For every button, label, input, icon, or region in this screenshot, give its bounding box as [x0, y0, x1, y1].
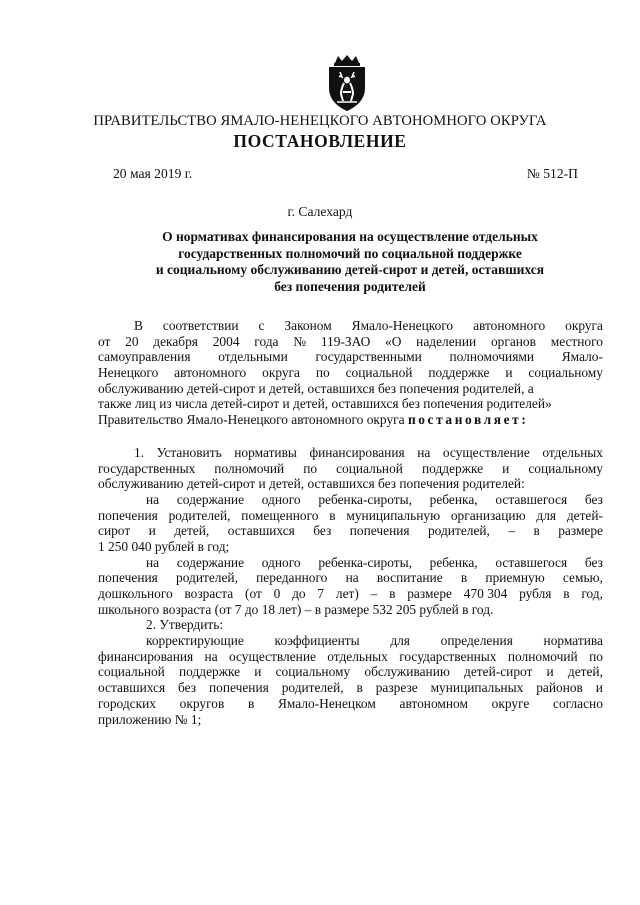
word: воспитание	[376, 570, 443, 586]
word: поддержке	[428, 365, 490, 381]
word: детей,	[567, 664, 603, 680]
word: корректирующие	[146, 633, 244, 649]
spacer	[98, 428, 603, 445]
word: дошкольного	[98, 586, 173, 601]
word: округа	[565, 318, 603, 333]
word: по	[589, 648, 603, 664]
word: в	[460, 570, 468, 586]
word: органов	[490, 333, 536, 349]
word: поддержке	[179, 664, 241, 680]
word: отдельными	[218, 349, 288, 365]
word: переданного	[256, 570, 328, 586]
word: родителей,	[168, 507, 231, 523]
title-line: О нормативах финансирования на осуществление отдельных	[162, 229, 538, 244]
word: «О	[385, 333, 402, 349]
word: в	[389, 586, 396, 601]
word: одного	[261, 554, 301, 570]
word: муниципальную	[346, 507, 441, 523]
word: ребенка,	[429, 491, 478, 507]
item2-line: приложению № 1;	[98, 711, 202, 727]
word: Ненецкого	[98, 365, 159, 381]
item1-line	[98, 586, 603, 602]
word: родителей,	[427, 523, 490, 539]
organization-name: ПРАВИТЕЛЬСТВО ЯМАЛО-НЕНЕЦКОГО АВТОНОМНОГО ОКРУГА	[93, 113, 547, 129]
word: (от	[245, 586, 262, 601]
government-text: Правительство Ямало-Ненецкого автономного округа	[98, 412, 405, 428]
word: 7	[317, 586, 325, 601]
document-number: № 512-П	[526, 166, 578, 181]
word: полномочий	[214, 460, 285, 476]
item2-line	[98, 680, 603, 696]
item1-line	[98, 555, 603, 571]
word: оставшегося	[495, 554, 568, 570]
preamble-line	[98, 412, 603, 428]
word: №	[293, 333, 307, 349]
word: без	[584, 491, 603, 507]
word: государственных	[399, 648, 497, 664]
word: и	[595, 680, 603, 696]
word: осуществление	[229, 648, 316, 664]
word: рубля	[519, 586, 552, 601]
word: содержание	[176, 491, 245, 507]
document-city: г. Салехард	[287, 204, 353, 219]
preamble-line	[98, 334, 603, 350]
item2-line	[98, 696, 603, 712]
word: полномочий	[507, 648, 578, 664]
word: и	[148, 523, 156, 539]
item2-line	[98, 633, 603, 649]
word: государственными	[315, 349, 422, 365]
document-date: 20 мая 2019 г.	[113, 166, 193, 181]
item2-line	[98, 664, 603, 680]
word: 2004	[212, 333, 240, 349]
word: финансирования	[98, 648, 194, 664]
word: попечения	[98, 570, 158, 586]
word: организацию	[450, 507, 526, 523]
word: родителей,	[281, 680, 344, 696]
item1-line: обслуживанию детей-сирот и детей, оставшихся без попечения родителей:	[98, 476, 525, 492]
word: приемную	[485, 570, 545, 586]
word: оставшихся	[98, 680, 166, 696]
word: помещенного	[241, 507, 319, 523]
word: для	[536, 507, 557, 523]
word: социальной	[336, 460, 403, 476]
word: содержание	[176, 554, 245, 570]
word: округа	[262, 365, 300, 381]
word: детей-	[566, 507, 603, 523]
word: попечения	[208, 680, 269, 696]
item1-line	[98, 492, 603, 508]
word: финансирования	[309, 444, 405, 460]
word: на	[204, 648, 218, 664]
word: лет)	[335, 586, 359, 601]
word: автономного	[174, 365, 247, 381]
word: родителей,	[176, 570, 238, 586]
word: размере	[558, 523, 603, 539]
title-line: и социальному обслуживанию детей-сирот и детей, оставшихся	[155, 262, 545, 277]
item1-line: школьного возраста (от 7 до 18 лет) – в размере 532 205 рублей в год.	[98, 601, 494, 617]
word: автономного	[473, 318, 546, 333]
word: и	[502, 460, 510, 476]
preamble-line: обслуживанию детей-сирот и детей, оставшихся без попечения родителей, а	[98, 380, 534, 396]
word: местного	[550, 333, 603, 349]
word: в	[329, 507, 336, 523]
word: сирот	[98, 523, 131, 539]
word: полномочиями	[449, 349, 534, 365]
word: 470 304	[463, 586, 508, 601]
item1-line	[98, 523, 603, 539]
word: ребенка-сироты,	[318, 554, 412, 570]
word: декабря	[153, 333, 198, 349]
word: Законом	[284, 318, 332, 333]
resolves-text: постановляет:	[407, 412, 529, 428]
word: на	[146, 554, 160, 570]
word: норматива	[543, 633, 603, 649]
word: в	[356, 680, 363, 696]
word: поддержке	[422, 460, 484, 476]
word: социальной	[345, 365, 413, 381]
title-line: без попечения родителей	[274, 278, 426, 294]
word: –	[370, 586, 378, 601]
document-type: ПОСТАНОВЛЕНИЕ	[233, 131, 407, 151]
word: год,	[581, 586, 603, 601]
word: одного	[261, 491, 301, 507]
word: детей,	[174, 523, 210, 539]
title-line: государственных полномочий по социальной поддержке	[178, 245, 522, 261]
word: социальной	[98, 664, 165, 680]
word: ребенка-сироты,	[318, 491, 412, 507]
word: городских	[98, 695, 156, 711]
preamble-line	[98, 318, 603, 334]
word: без	[313, 523, 332, 539]
word: социальному	[528, 365, 603, 381]
word: социальному	[528, 460, 603, 476]
word: коэффициенты	[274, 633, 360, 649]
item2-line: 2. Утвердить:	[146, 617, 224, 633]
word: на	[146, 491, 160, 507]
word: семью,	[562, 570, 603, 586]
word: Ямало-Ненецкого	[351, 318, 454, 333]
word: и	[546, 664, 554, 680]
word: разрезе	[375, 680, 418, 696]
item1-line	[98, 570, 603, 586]
word: государственных	[98, 460, 196, 476]
word: без	[178, 680, 197, 696]
word: –	[508, 523, 516, 539]
word: размере	[407, 586, 452, 601]
word: в	[247, 695, 255, 711]
word: года	[254, 333, 279, 349]
word: нормативы	[234, 444, 297, 460]
preamble-line: также лиц из числа детей-сирот и детей, оставшихся без попечения родителей»	[98, 396, 552, 412]
word: соответствии	[162, 318, 239, 333]
coat-of-arms-icon	[323, 54, 371, 112]
word: без	[584, 554, 603, 570]
word: отдельных	[327, 648, 388, 664]
document-title	[100, 229, 600, 295]
word: по	[303, 460, 318, 476]
word: до	[292, 586, 306, 601]
word: детей-сирот	[464, 664, 533, 680]
word: 20	[125, 333, 139, 349]
word: муниципальных	[430, 680, 524, 696]
word: определения	[440, 633, 513, 649]
word: социальному	[275, 664, 351, 680]
word: 1.	[134, 444, 145, 460]
preamble-line	[98, 365, 603, 381]
word: Ямало-Ненецком	[277, 695, 376, 711]
word: обслуживанию	[364, 664, 450, 680]
word: от	[98, 333, 111, 349]
item1-line	[98, 461, 603, 477]
word: округов	[179, 695, 225, 711]
word: отдельных	[542, 444, 603, 460]
word: наделении	[416, 333, 477, 349]
item2-line	[98, 649, 603, 665]
word: Установить	[156, 444, 222, 460]
word: ребенка,	[429, 554, 478, 570]
word: в	[533, 523, 540, 539]
word: В	[134, 318, 143, 333]
word: 119-ЗАО	[320, 333, 371, 349]
word: попечения	[349, 523, 410, 539]
item1-line	[98, 445, 603, 461]
word: и	[254, 664, 262, 680]
item1-line	[98, 508, 603, 524]
preamble-line	[98, 349, 603, 365]
word: попечения	[98, 507, 158, 523]
word: возраста	[184, 586, 234, 601]
word: оставшегося	[495, 491, 568, 507]
word: по	[315, 365, 330, 381]
word: и	[505, 365, 513, 381]
item1-line: 1 250 040 рублей в год;	[98, 538, 230, 554]
word: районов	[536, 680, 583, 696]
word: на	[345, 570, 359, 586]
word: оставшихся	[227, 523, 295, 539]
word: на	[417, 444, 431, 460]
word: осуществление	[442, 444, 530, 460]
word: автономном	[399, 695, 468, 711]
word: самоуправления	[98, 349, 191, 365]
word: для	[390, 633, 410, 649]
word: Ямало-	[561, 349, 603, 365]
document-body	[98, 318, 603, 727]
word: округе	[491, 695, 530, 711]
word: согласно	[553, 695, 603, 711]
word: с	[258, 318, 265, 333]
word: в	[563, 586, 570, 601]
word: 0	[273, 586, 281, 601]
